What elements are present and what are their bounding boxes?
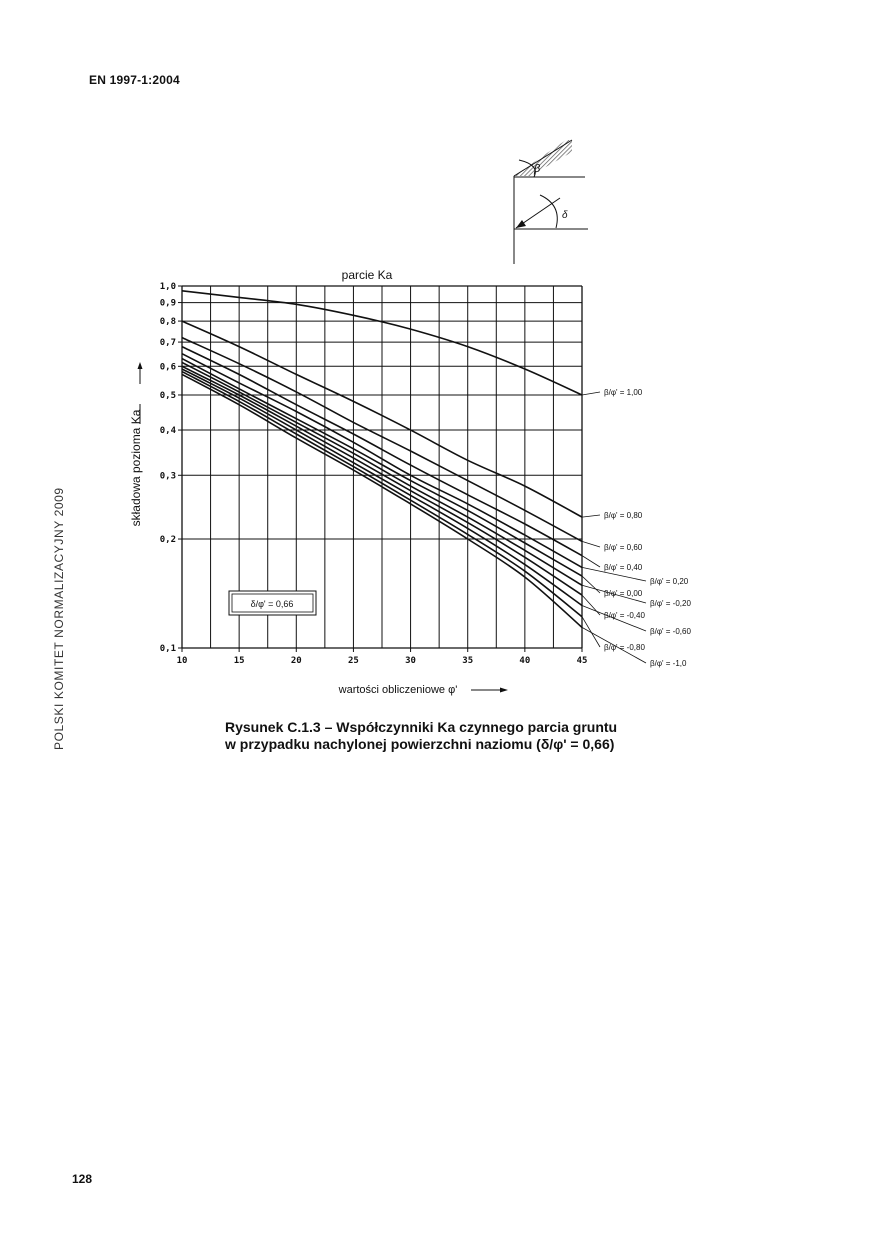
y-tick-label: 1,0 bbox=[159, 282, 176, 292]
caption-line-1: Rysunek C.1.3 – Współczynniki Ka czynnego parcia gruntu bbox=[225, 719, 618, 735]
x-axis-arrow bbox=[471, 688, 508, 693]
curve-label: β/φ' = 0,40 bbox=[604, 563, 643, 572]
x-tick-label: 45 bbox=[576, 656, 588, 666]
curve-label: β/φ' = -1,0 bbox=[650, 659, 687, 668]
curve-label-leader bbox=[582, 556, 600, 567]
y-tick-label: 0,1 bbox=[159, 644, 176, 654]
curve-label: β/φ' = 0,00 bbox=[604, 589, 643, 598]
y-tick-label: 0,8 bbox=[159, 317, 176, 328]
caption-line-2: w przypadku nachylonej powierzchni naziomu (δ/φ' = 0,66) bbox=[225, 736, 615, 752]
figure-caption bbox=[225, 719, 617, 753]
page-number: 128 bbox=[72, 1172, 93, 1186]
y-axis-arrow bbox=[138, 362, 143, 384]
x-tick-label: 20 bbox=[290, 656, 302, 666]
curve-label-leader bbox=[582, 576, 600, 593]
side-watermark: POLSKI KOMITET NORMALIZACYJNY 2009 bbox=[52, 487, 66, 750]
x-tick-label: 10 bbox=[176, 656, 188, 666]
curve-label: β/φ' = 0,80 bbox=[604, 511, 643, 520]
inset-diagram bbox=[514, 140, 588, 264]
y-axis-label: składowa pozioma Ka bbox=[129, 409, 143, 527]
curve-label-leader bbox=[582, 617, 600, 647]
inset-delta-arc bbox=[540, 195, 557, 228]
curve-label-leader bbox=[582, 515, 600, 517]
y-tick-label: 0,3 bbox=[159, 471, 176, 482]
curve-label-leader bbox=[582, 541, 600, 547]
curve-label: β/φ' = 0,20 bbox=[650, 577, 689, 586]
curve-labels bbox=[582, 388, 691, 668]
curve-label: β/φ' = -0,60 bbox=[650, 627, 691, 636]
inset-beta-label: β bbox=[534, 163, 541, 175]
inset-slope-line bbox=[514, 140, 572, 176]
x-tick-label: 35 bbox=[462, 656, 474, 666]
curve-label: β/φ' = 1,00 bbox=[604, 388, 643, 397]
chart-title: parcie Ka bbox=[341, 268, 393, 282]
curve-label: β/φ' = -0,20 bbox=[650, 599, 691, 608]
x-tick-label: 25 bbox=[348, 656, 359, 666]
x-axis-label: wartości obliczeniowe φ' bbox=[338, 684, 458, 696]
x-tick-labels bbox=[177, 648, 588, 666]
y-tick-label: 0,5 bbox=[159, 390, 176, 401]
x-tick-label: 15 bbox=[233, 656, 245, 666]
curve-label: β/φ' = -0,40 bbox=[604, 611, 645, 620]
curve-label: β/φ' = -0,80 bbox=[604, 643, 645, 652]
y-tick-label: 0,2 bbox=[159, 535, 176, 546]
delta-ratio-label: δ/φ' = 0,66 bbox=[250, 599, 294, 609]
curve-label-leader bbox=[582, 392, 600, 395]
y-tick-labels bbox=[160, 282, 177, 654]
standard-id: EN 1997-1:2004 bbox=[89, 73, 180, 87]
y-tick-label: 0,6 bbox=[159, 362, 176, 373]
y-tick-label: 0,9 bbox=[159, 298, 176, 309]
y-tick-label: 0,7 bbox=[159, 338, 176, 349]
x-tick-label: 40 bbox=[519, 656, 531, 666]
inset-force-arrowhead bbox=[516, 220, 526, 228]
y-tick-label: 0,4 bbox=[159, 426, 176, 437]
curve-label: β/φ' = 0,60 bbox=[604, 543, 643, 552]
x-tick-label: 30 bbox=[405, 656, 416, 666]
delta-ratio-box bbox=[229, 591, 316, 615]
inset-delta-label: δ bbox=[562, 210, 568, 221]
